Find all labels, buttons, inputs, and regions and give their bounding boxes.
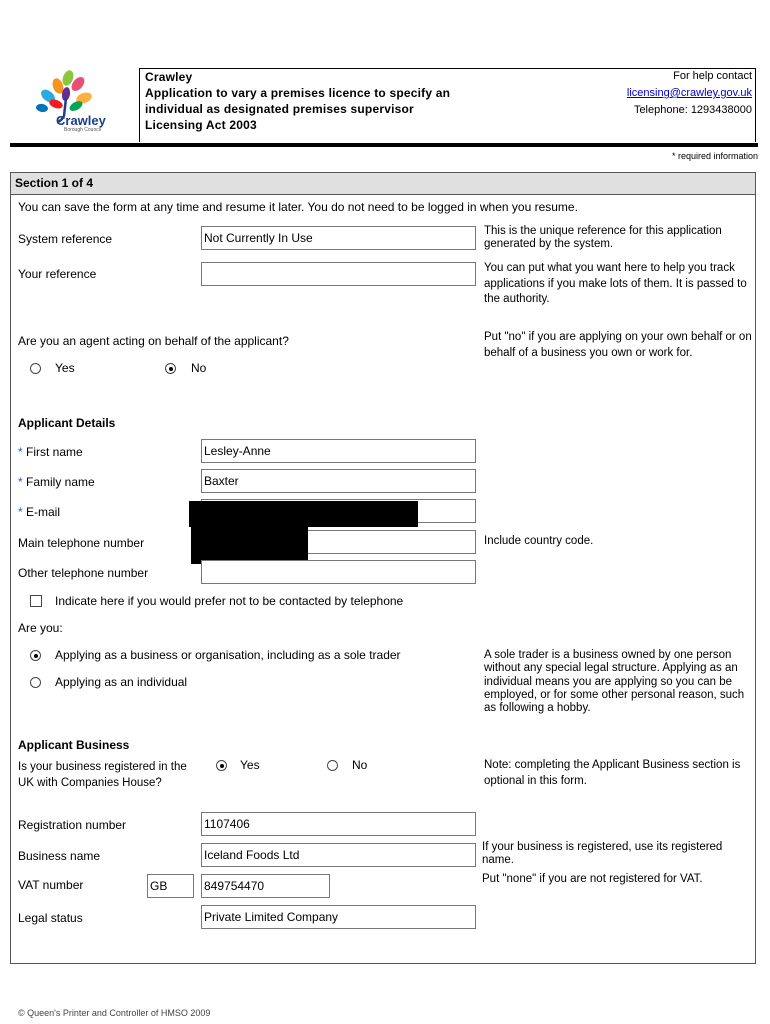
email-label-text: E-mail <box>26 505 61 519</box>
no-contact-checkbox[interactable] <box>30 595 42 607</box>
vat-number-label: VAT number <box>18 878 84 892</box>
business-name-input[interactable]: Iceland Foods Ltd <box>201 843 476 867</box>
phone-redaction <box>191 527 308 564</box>
help-email-wrap <box>627 87 752 99</box>
your-reference-label: Your reference <box>18 267 97 281</box>
system-reference-field[interactable]: Not Currently In Use <box>201 226 476 250</box>
applicant-business-heading: Applicant Business <box>18 738 130 752</box>
required-star: * <box>18 505 23 519</box>
registered-hint: Note: completing the Applicant Business section is optional in this form. <box>484 759 741 787</box>
section-title: Section 1 of 4 <box>15 176 94 190</box>
header-title-line-2: individual as designated premises supervisor <box>145 102 414 116</box>
agent-question: Are you an agent acting on behalf of the applicant? <box>18 334 289 348</box>
agent-yes-label: Yes <box>55 361 75 375</box>
other-phone-input[interactable] <box>201 560 476 584</box>
business-name-label: Business name <box>18 849 101 863</box>
agent-no-radio[interactable] <box>165 363 176 374</box>
help-phone: Telephone: 1293438000 <box>633 104 752 116</box>
agent-yes-radio[interactable] <box>30 363 41 374</box>
registered-no-radio[interactable] <box>327 760 338 771</box>
email-label <box>18 505 60 519</box>
your-reference-input[interactable] <box>201 262 476 286</box>
section-intro: You can save the form at any time and resume it later. You do not need to be logged in when you resume. <box>18 200 578 214</box>
logo-wordmark: Crawley <box>56 113 106 128</box>
legal-status-input[interactable]: Private Limited Company <box>201 905 476 929</box>
help-label: For help contact <box>673 70 752 82</box>
agent-no-label: No <box>191 361 207 375</box>
vat-number-input[interactable]: 849754470 <box>201 874 330 898</box>
other-phone-label: Other telephone number <box>18 566 149 580</box>
system-reference-hint: This is the unique reference for this application generated by the system. <box>484 225 722 251</box>
first-name-input[interactable]: Lesley-Anne <box>201 439 476 463</box>
business-radio[interactable] <box>30 650 41 661</box>
first-name-label-text: First name <box>26 445 83 459</box>
registered-yes-label: Yes <box>240 758 260 772</box>
vat-hint: Put "none" if you are not registered for VAT. <box>482 873 703 885</box>
logo-subtitle: Borough Council <box>64 127 101 133</box>
required-note: * required information <box>671 151 758 161</box>
individual-radio[interactable] <box>30 677 41 688</box>
required-star: * <box>18 475 23 489</box>
first-name-label <box>18 445 83 459</box>
header-title-line-1: Application to vary a premises licence to specify an <box>145 86 451 100</box>
no-contact-label: Indicate here if you would prefer not to be contacted by telephone <box>55 594 404 608</box>
registered-question: Is your business registered in the UK with Companies House? <box>18 761 187 789</box>
header-rule <box>10 143 758 147</box>
main-phone-label: Main telephone number <box>18 536 145 550</box>
agent-hint: Put "no" if you are applying on your own behalf or on behalf of a business you own or work for. <box>484 331 752 359</box>
registered-yes-radio[interactable] <box>216 760 227 771</box>
main-phone-hint: Include country code. <box>484 535 594 547</box>
are-you-question: Are you: <box>18 621 63 635</box>
required-star: * <box>18 445 23 459</box>
business-option-label: Applying as a business or organisation, including as a sole trader <box>55 648 401 662</box>
your-reference-hint: You can put what you want here to help you track applications if you make lots of them. It is passed to the authority. <box>484 262 747 305</box>
header-authority: Crawley <box>145 70 193 84</box>
section-bar <box>11 173 755 195</box>
registered-no-label: No <box>352 758 368 772</box>
applicant-details-heading: Applicant Details <box>18 416 116 430</box>
family-name-label-text: Family name <box>26 475 95 489</box>
family-name-input[interactable]: Baxter <box>201 469 476 493</box>
registration-number-label: Registration number <box>18 818 127 832</box>
registration-number-input[interactable]: 1107406 <box>201 812 476 836</box>
email-redaction <box>189 501 418 527</box>
copyright-footer: © Queen's Printer and Controller of HMSO 2009 <box>18 1008 211 1018</box>
system-reference-label: System reference <box>18 232 113 246</box>
business-name-hint: If your business is registered, use its registered name. <box>482 841 723 867</box>
family-name-label <box>18 475 95 489</box>
help-email-link[interactable]: licensing@crawley.gov.uk <box>626 87 752 99</box>
header-act: Licensing Act 2003 <box>145 118 257 132</box>
individual-option-label: Applying as an individual <box>55 675 188 689</box>
legal-status-label: Legal status <box>18 911 83 925</box>
vat-prefix-input[interactable]: GB <box>147 874 194 898</box>
are-you-hint: A sole trader is a business owned by one person without any special legal structure. Applying as an individual means you are applying so you can be employed, or for some other personal reason, such as following a hobby. <box>484 649 745 715</box>
